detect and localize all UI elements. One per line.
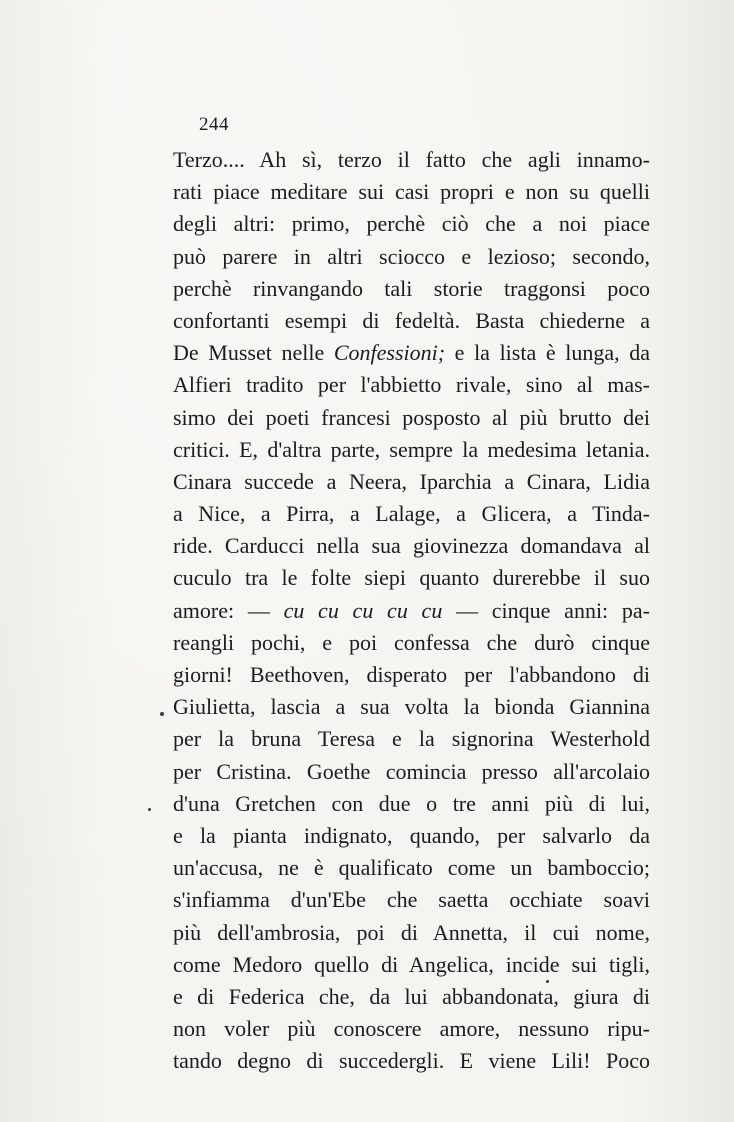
text-line-28: non voler più conoscere amore, nessuno ripu-: [173, 1016, 650, 1042]
text-line-18: Giulietta, lascia a sua volta la bionda Giannina: [173, 694, 650, 720]
text-line-25: più dell'ambrosia, poi di Annetta, il cui nome,: [173, 919, 650, 945]
text-line-15-pre: amore: —: [173, 597, 284, 623]
ink-speck: [160, 712, 164, 716]
text-line-1: Terzo.... Ah sì, terzo il fatto che agli innamo-: [173, 147, 650, 172]
text-line-7-post: e la lista è lunga, da: [445, 340, 650, 366]
text-line-12: a Nice, a Pirra, a Lalage, a Glicera, a Tinda-: [173, 501, 650, 527]
text-line-7-pre: De Musset nelle: [173, 340, 334, 366]
text-line-15-post: — cinque anni: pa-: [442, 597, 650, 623]
text-line-20: per Cristina. Goethe comincia presso all'arcolaio: [173, 758, 650, 784]
text-line-26: come Medoro quello di Angelica, incide sui tigli,: [173, 951, 650, 977]
text-line-17: giorni! Beethoven, disperato per l'abbandono di: [173, 662, 650, 687]
text-line-8: Alfieri tradito per l'abbietto rivale, sino al mas-: [173, 372, 650, 398]
text-line-3: degli altri: primo, perchè ciò che a noi piace: [173, 211, 650, 237]
italic-title-confessioni: Confessioni;: [333, 340, 446, 366]
text-line-16: reangli pochi, e poi confessa che durò cinque: [173, 629, 650, 655]
text-line-6: confortanti esempi di fedeltà. Basta chiederne a: [173, 307, 650, 333]
text-line-22: e la pianta indignato, quando, per salvarlo da: [173, 822, 650, 848]
text-line-5: perchè rinvangando tali storie traggonsi poco: [173, 275, 650, 301]
text-line-21: d'una Gretchen con due o tre anni più di lui,: [173, 790, 650, 816]
text-line-9: simo dei poeti francesi posposto al più brutto dei: [173, 404, 650, 430]
italic-cuckoo-call: cu cu cu cu cu: [283, 597, 443, 623]
ink-speck: [546, 980, 549, 983]
page-number: 244: [199, 114, 229, 135]
text-line-15: [173, 595, 650, 627]
text-line-27: e di Federica che, da lui abbandonata, giura di: [173, 983, 650, 1009]
body-text: [173, 144, 650, 1077]
text-line-24: s'infiamma d'un'Ebe che saetta occhiate soavi: [173, 887, 650, 913]
text-line-2: rati piace meditare sui casi propri e non su quelli: [173, 179, 650, 205]
text-line-14: cuculo tra le folte siepi quanto durerebbe il suo: [173, 565, 650, 591]
text-line-4: può parere in altri sciocco e lezioso; secondo,: [173, 243, 650, 269]
text-line-13: ride. Carducci nella sua giovinezza domandava al: [173, 533, 650, 559]
text-line-29: tando degno di succedergli. E viene Lili! Poco: [173, 1048, 650, 1074]
text-line-19: per la bruna Teresa e la signorina Westerhold: [173, 726, 650, 752]
text-line-11: Cinara succede a Neera, Iparchia a Cinara, Lidia: [173, 468, 650, 494]
text-line-10: critici. E, d'altra parte, sempre la medesima letania.: [173, 436, 650, 462]
text-line-23: un'accusa, ne è qualificato come un bamboccio;: [173, 855, 650, 881]
ink-speck: [148, 808, 151, 811]
text-line-7: [173, 337, 650, 369]
